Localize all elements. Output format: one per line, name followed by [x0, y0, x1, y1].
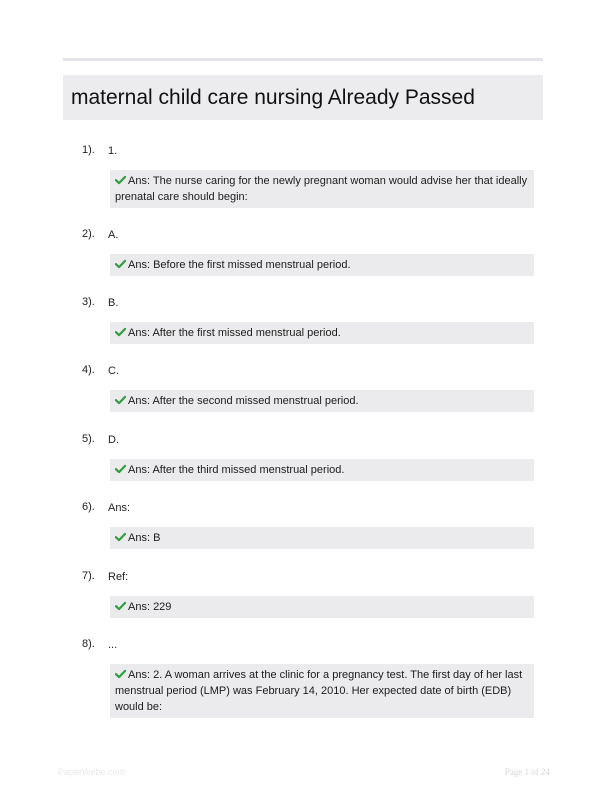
answer-box — [110, 170, 534, 208]
check-icon — [115, 395, 126, 405]
item-question: A. — [108, 229, 119, 241]
page-number: Page 1 of 24 — [504, 767, 550, 777]
answer-text: Ans: 2. A woman arrives at the clinic for a pregnancy test. The first day of her last menstrual period (LMP) was February 14, 2010. Her expected date of birth (EDB) would be: — [115, 669, 523, 713]
item-number: 4). — [82, 364, 95, 376]
answer-text: Ans: B — [128, 532, 161, 544]
item-number: 5). — [82, 433, 95, 445]
check-icon — [115, 259, 126, 269]
check-icon — [115, 175, 126, 185]
check-icon — [115, 669, 126, 679]
answer-text: Ans: 229 — [128, 601, 172, 613]
item-number: 7). — [82, 570, 95, 582]
footer-watermark: PaperWebe.com — [58, 767, 125, 777]
top-divider — [63, 58, 543, 61]
answer-box — [110, 254, 534, 276]
answer-box — [110, 664, 534, 718]
answer-text: Ans: After the second missed menstrual period. — [128, 395, 359, 407]
answer-box — [110, 596, 534, 618]
page-title: maternal child care nursing Already Passed — [71, 85, 475, 109]
item-number: 1). — [82, 144, 95, 156]
answer-text: Ans: The nurse caring for the newly pregnant woman would advise her that ideally prenatal care should begin: — [115, 175, 528, 203]
item-number: 8). — [82, 638, 95, 650]
answer-text: Ans: After the first missed menstrual period. — [128, 327, 341, 339]
answer-text: Ans: Before the first missed menstrual period. — [128, 259, 351, 271]
item-question: ... — [108, 639, 118, 651]
check-icon — [115, 532, 126, 542]
item-number: 3). — [82, 296, 95, 308]
answer-box — [110, 527, 534, 549]
answer-box — [110, 459, 534, 481]
item-question: Ans: — [108, 502, 131, 514]
answer-box — [110, 322, 534, 344]
item-number: 6). — [82, 501, 95, 513]
item-number: 2). — [82, 228, 95, 240]
item-question: B. — [108, 297, 119, 309]
check-icon — [115, 601, 126, 611]
item-question: C. — [108, 365, 119, 377]
item-question: 1. — [108, 145, 118, 157]
item-question: Ref: — [108, 571, 129, 583]
answer-text: Ans: After the third missed menstrual period. — [128, 464, 345, 476]
item-question: D. — [108, 434, 119, 446]
check-icon — [115, 464, 126, 474]
title-bar — [63, 75, 543, 120]
answer-box — [110, 390, 534, 412]
check-icon — [115, 327, 126, 337]
